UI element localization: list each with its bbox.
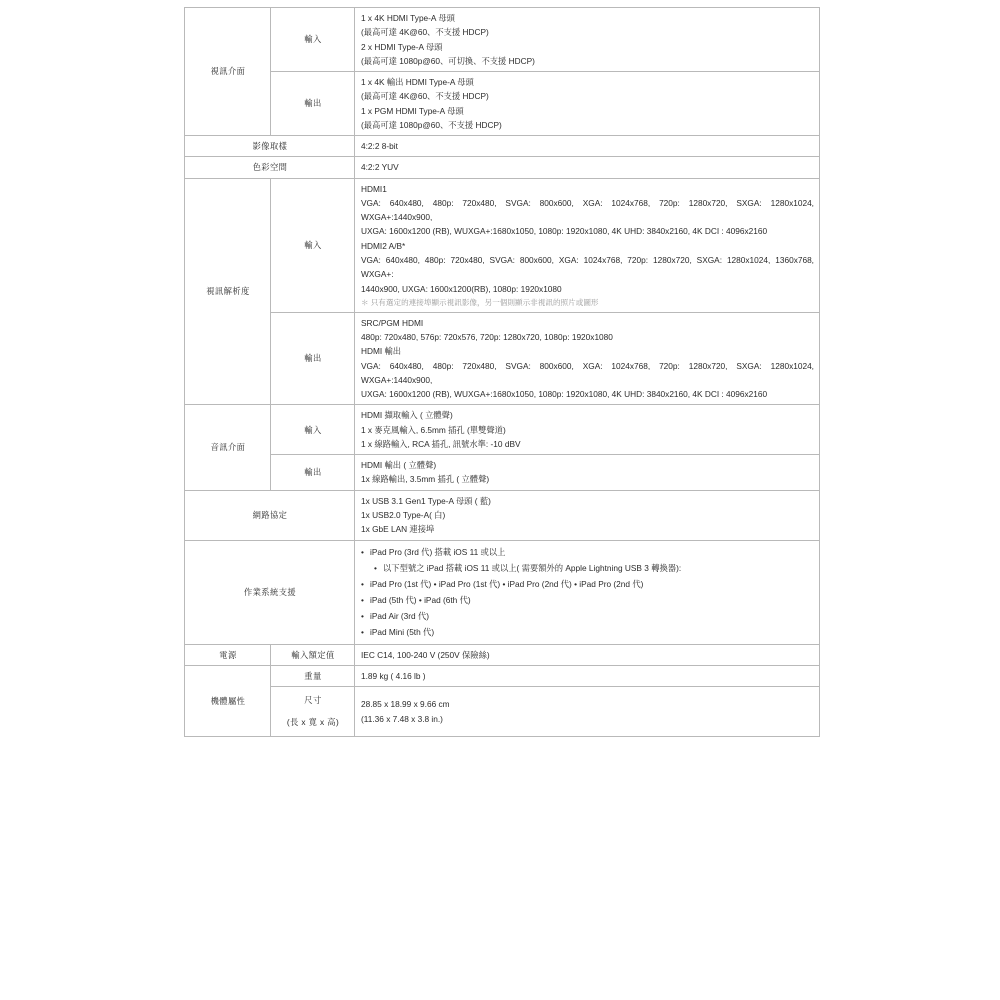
value-line: 1x GbE LAN 連接埠 [361,524,435,535]
row-subcategory: 輸出 [271,72,355,136]
value-line: 1x USB 3.1 Gen1 Type-A 母頭 ( 藍) [361,495,491,506]
value-line: VGA: 640x480, 480p: 720x480, SVGA: 800x600, XGA: 1024x768, 720p: 1280x720, SXGA: 1280x1024, 1360x768, WXGA+: [361,254,814,280]
table-row [185,687,820,737]
list-item: • iPad Air (3rd 代) [361,608,814,624]
value-line: HDMI 輸出 [361,346,402,357]
value-line: 28.85 x 18.99 x 9.66 cm [361,699,450,710]
row-value [355,490,820,540]
row-subcategory: 輸出 [271,455,355,491]
value-line: VGA: 640x480, 480p: 720x480, SVGA: 800x600, XGA: 1024x768, 720p: 1280x720, SXGA: 1280x1024, WXGA+:1440x900, [361,197,814,223]
row-category: 影像取樣 [185,136,355,157]
row-value [355,72,820,136]
row-category: 電源 [185,644,271,665]
row-category: 視訊解析度 [185,178,271,405]
row-category: 色彩空間 [185,157,355,178]
value-line: (最高可達 1080p@60、不支援 HDCP) [361,119,502,130]
row-category: 機體屬性 [185,665,271,736]
value-line: (最高可達 4K@60、不支援 HDCP) [361,27,489,38]
table-row [185,136,820,157]
table-row [185,312,820,405]
row-subcategory: 輸入 [271,8,355,72]
table-row [185,644,820,665]
value-line: (最高可達 1080p@60、可切換、不支援 HDCP) [361,55,535,66]
table-row [185,665,820,686]
value-line: UXGA: 1600x1200 (RB), WUXGA+:1680x1050, 1080p: 1920x1080, 4K UHD: 3840x2160, 4K DCI : 4096x2160 [361,226,768,237]
row-subcategory: 重量 [271,665,355,686]
row-value: 4:2:2 8-bit [355,136,820,157]
specification-table [184,7,820,737]
value-line: 1 x 線路輸入, RCA 插孔, 訊號水準: -10 dBV [361,438,521,449]
table-row [185,157,820,178]
value-line: 1x 線路輸出, 3.5mm 插孔 ( 立體聲) [361,474,490,485]
row-category: 音訊介面 [185,405,271,490]
table-row [185,72,820,136]
value-line: HDMI2 A/B* [361,240,406,251]
row-value [355,8,820,72]
row-subcategory: 輸入 [271,405,355,455]
row-subcategory-sublabel: (長 x 寬 x 高) [286,716,340,727]
table-row [185,540,820,644]
value-line: UXGA: 1600x1200 (RB), WUXGA+:1680x1050, 1080p: 1920x1080, 4K UHD: 3840x2160, 4K DCI : 4096x2160 [361,389,768,400]
list-item: • iPad Pro (1st 代) • iPad Pro (1st 代) • iPad Pro (2nd 代) • iPad Pro (2nd 代) [361,576,814,592]
value-line: HDMI1 [361,183,387,194]
row-value [355,178,820,312]
row-value: IEC C14, 100-240 V (250V 保險絲) [355,644,820,665]
row-value [355,455,820,491]
table-row [185,455,820,491]
value-line: (最高可達 4K@60、不支援 HDCP) [361,91,489,102]
row-subcategory [271,687,355,737]
list-item: • iPad Pro (3rd 代) 搭載 iOS 11 或以上 [361,544,814,560]
value-line: 1 x PGM HDMI Type-A 母頭 [361,105,464,116]
table-row [185,8,820,72]
os-support-list [361,544,814,641]
value-line: 2 x HDMI Type-A 母頭 [361,41,443,52]
value-line: 1 x 麥克風輸入, 6.5mm 插孔 (單雙聲道) [361,424,506,435]
row-value [355,312,820,405]
value-line: HDMI 擷取輸入 ( 立體聲) [361,410,453,421]
table-row [185,178,820,312]
value-line: (11.36 x 7.48 x 3.8 in.) [361,713,443,724]
table-row [185,405,820,455]
row-value: 4:2:2 YUV [355,157,820,178]
row-subcategory: 輸入 [271,178,355,312]
row-category: 視訊介面 [185,8,271,136]
row-subcategory: 輸入額定值 [271,644,355,665]
row-subcategory-label: 尺寸 [304,695,322,706]
row-value [355,540,820,644]
list-item: • iPad (5th 代) • iPad (6th 代) [361,592,814,608]
table-row [185,490,820,540]
list-item: • 以下型號之 iPad 搭載 iOS 11 或以上( 需要額外的 Apple Lightning USB 3 轉換器): [361,560,814,576]
value-line: 1 x 4K 輸出 HDMI Type-A 母頭 [361,77,474,88]
value-line: HDMI 輸出 ( 立體聲) [361,460,437,471]
value-line: 480p: 720x480, 576p: 720x576, 720p: 1280x720, 1080p: 1920x1080 [361,332,613,343]
row-value [355,405,820,455]
value-line: 1 x 4K HDMI Type-A 母頭 [361,13,455,23]
row-subcategory: 輸出 [271,312,355,405]
list-item: • iPad Mini (5th 代) [361,624,814,640]
value-line: SRC/PGM HDMI [361,317,424,328]
row-category: 作業系統支援 [185,540,355,644]
value-line: 1x USB2.0 Type-A( 白) [361,510,446,521]
row-category: 網路協定 [185,490,355,540]
row-value: 1.89 kg ( 4.16 lb ) [355,665,820,686]
value-line: 1440x900, UXGA: 1600x1200(RB), 1080p: 1920x1080 [361,283,562,294]
row-value [355,687,820,737]
value-line: VGA: 640x480, 480p: 720x480, SVGA: 800x600, XGA: 1024x768, 720p: 1280x720, SXGA: 1280x1024, WXGA+:1440x900, [361,360,814,385]
value-footnote: ＊ 只有選定的連接埠顯示視訊影像，另一個則顯示非視訊的照片或圖形 [361,297,599,307]
